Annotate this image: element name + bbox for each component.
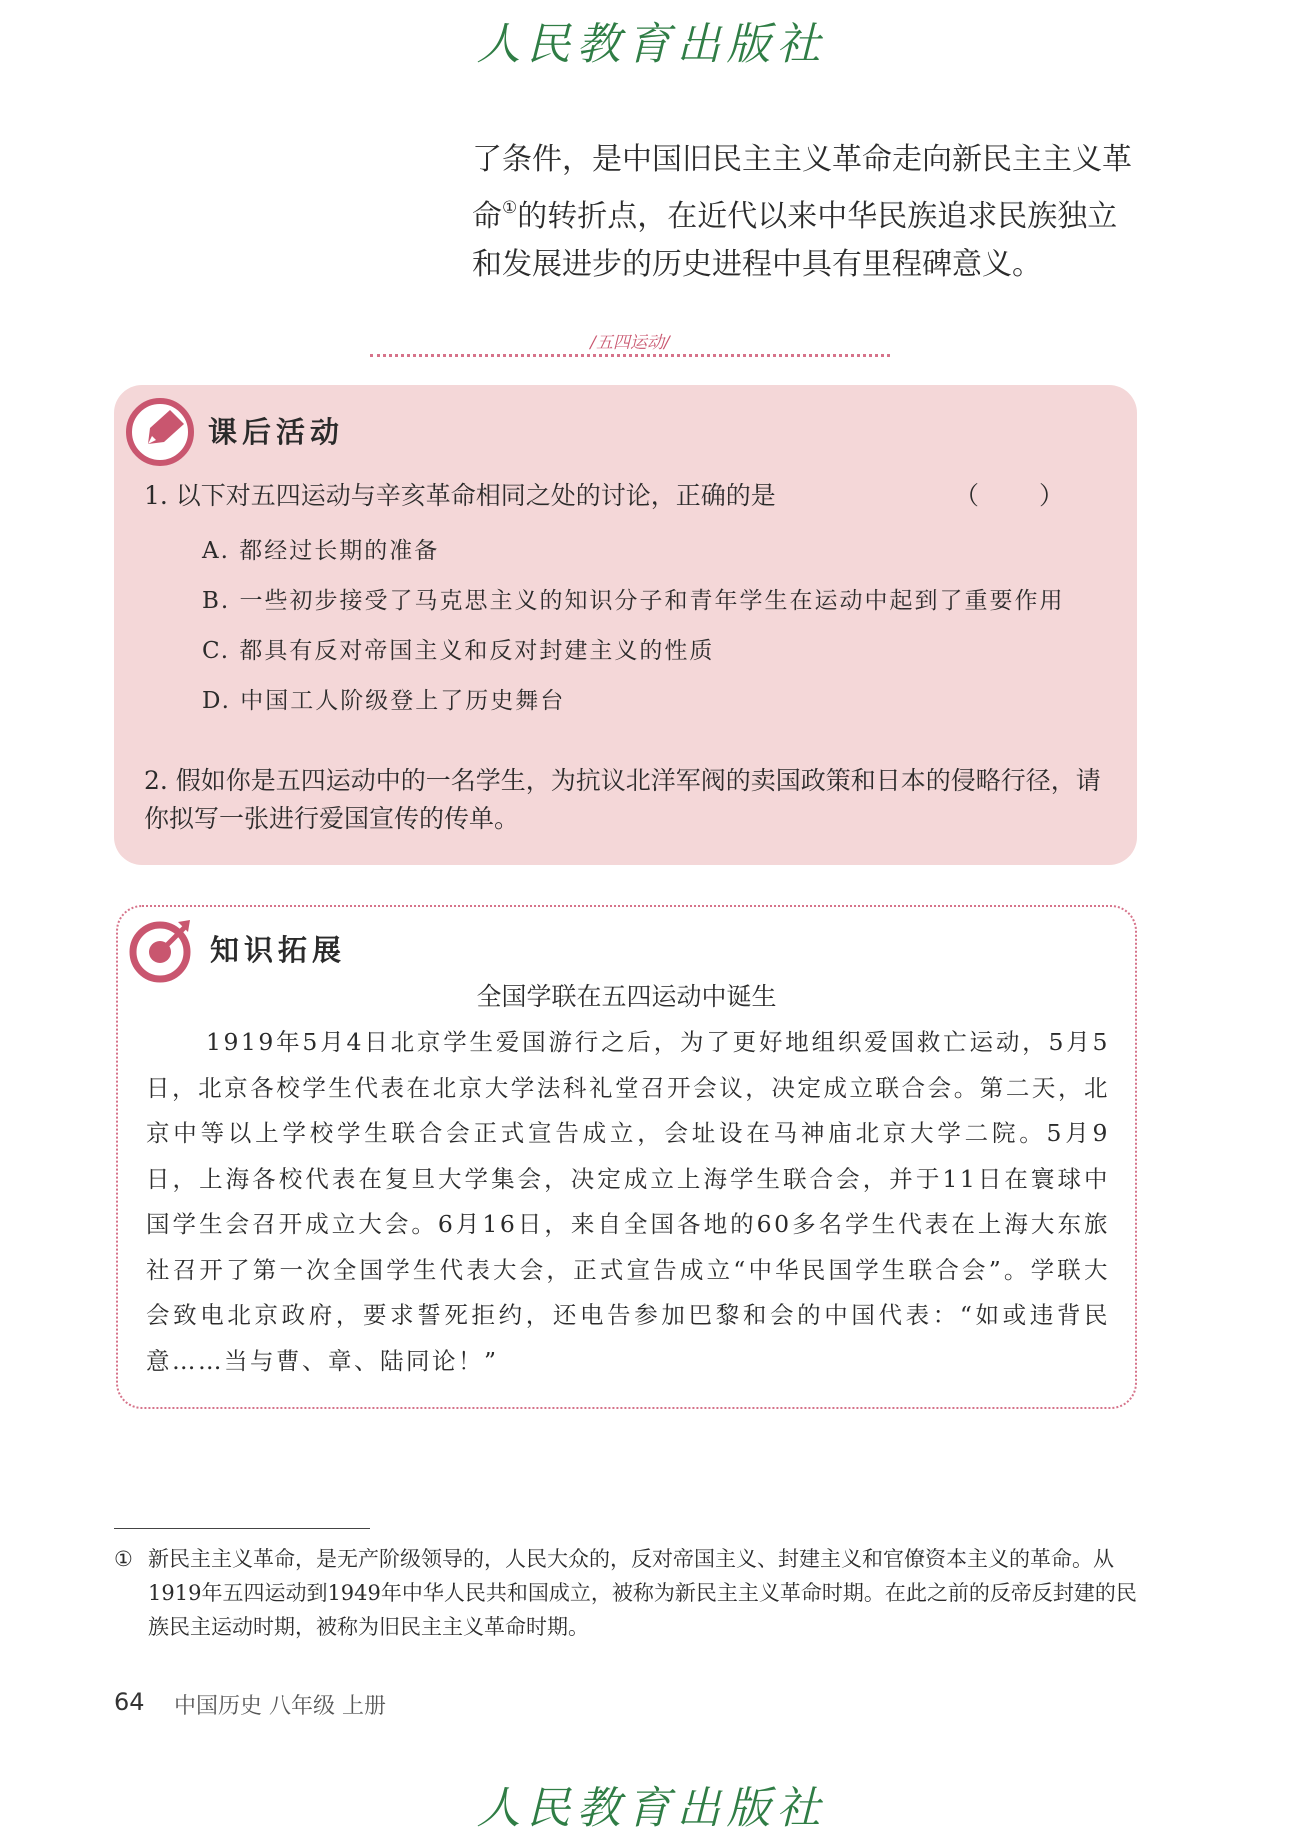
footnote-divider xyxy=(114,1528,370,1529)
option-c: C. 都具有反对帝国主义和反对封建主义的性质 xyxy=(202,638,715,664)
question-1-text: 1. 以下对五四运动与辛亥革命相同之处的讨论，正确的是 xyxy=(144,481,776,510)
section-marker xyxy=(370,328,890,357)
page-number: 64 xyxy=(114,1688,145,1716)
activity-title: 课后活动 xyxy=(208,415,345,449)
publisher-logo-bottom: 人民教育出版社 xyxy=(476,1783,827,1834)
intro-paragraph xyxy=(472,136,1172,289)
answer-bracket[interactable]: （） xyxy=(953,481,1124,510)
activity-pencil-icon xyxy=(126,398,194,466)
knowledge-title: 知识拓展 xyxy=(210,933,347,967)
knowledge-subtitle: 全国学联在五四运动中诞生 xyxy=(476,982,777,1011)
option-b: B. 一些初步接受了马克思主义的知识分子和青年学生在运动中起到了重要作用 xyxy=(202,588,1065,614)
footnote-ref[interactable]: ① xyxy=(502,198,518,218)
option-a: A. 都经过长期的准备 xyxy=(202,538,440,564)
intro-line-1: 了条件，是中国旧民主主义革命走向新民主主义革 xyxy=(472,142,1132,177)
question-2: 2. 假如你是五四运动中的一名学生，为抗议北洋军阀的卖国政策和日本的侵略行径，请你拟写一张进行爱国宣传的传单。 xyxy=(144,766,1101,833)
knowledge-body: 1919年5月4日北京学生爱国游行之后，为了更好地组织爱国救亡运动，5月5日，北京各校学生代表在北京大学法科礼堂召开会议，决定成立联合会。第二天，北京中等以上学校学生联合会正式宣告成立，会址设在马神庙北京大学二院。5月9日，上海各校代表在复旦大学集会，决定成立上海学生联合会，并于11日在寰球中国学生会召开成立大会。6月16日，来自全国各地的60多名学生代表在上海大东旅社召开了第一次全国学生代表大会，正式宣告成立“中华民国学生联合会”。学联大会致电北京政府，要求誓死拒约，还电告参加巴黎和会的中国代表：“如或违背民意……当与曹、章、陆同论！” xyxy=(146,1028,1110,1375)
section-marker-label: /五四运动/ xyxy=(584,328,675,353)
footnote-mark: ① xyxy=(114,1547,133,1571)
intro-line-3: 和发展进步的历史进程中具有里程碑意义。 xyxy=(472,247,1042,282)
knowledge-target-icon xyxy=(126,916,194,984)
intro-line-2: 命①的转折点，在近代以来中华民族追求民族独立 xyxy=(472,198,1118,234)
footnote xyxy=(114,1542,1140,1644)
question-1 xyxy=(144,478,1124,514)
option-d: D. 中国工人阶级登上了历史舞台 xyxy=(202,688,566,714)
book-title: 中国历史 八年级 上册 xyxy=(174,1694,386,1719)
publisher-logo-top: 人民教育出版社 xyxy=(476,19,827,70)
footnote-text: 新民主主义革命，是无产阶级领导的，人民大众的，反对帝国主义、封建主义和官僚资本主义的革命。从1919年五四运动到1949年中华人民共和国成立，被称为新民主主义革命时期。在此之前的反帝反封建的民族民主运动时期，被称为旧民主主义革命时期。 xyxy=(148,1547,1137,1639)
